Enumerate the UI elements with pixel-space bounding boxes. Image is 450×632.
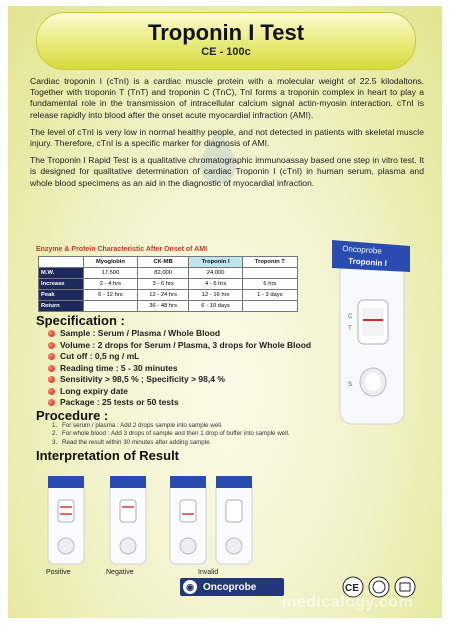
interpretation-heading: Interpretation of Result [36,448,180,463]
table-cell: 6 - 10 days [189,301,242,312]
table-cell: 24,000 [189,268,242,279]
table-cell: 4 - 6 hrs [189,279,242,290]
test-cassette-image [326,238,416,426]
procedure-step [52,439,290,447]
ce-mark-text: CE [345,583,359,594]
table-cell: 12 - 16 hrs [189,290,242,301]
step-number: 1. [52,422,58,429]
paragraph-intro: Cardiac troponin I (cTnI) is a cardiac muscle protein with a molecular weight of 22.5 kilodaltons. Together with troponin T (TnT) and troponin C (TnC), TnI forms a troponin complex in heart to play a fundamental role in the transmission of intracellular calcium signal actin-myosin interaction. cTnI is release rapidly into blood after the onset acute myocardial infraction (AMI). [30,76,424,120]
table-cell: 3 - 6 hrs [137,279,189,290]
spec-item: Package : 25 tests or 50 tests [48,397,311,409]
product-sheet [8,6,442,618]
table-cell: 6 - 12 hrs [84,290,138,301]
table-header-cell: Troponin T [242,257,297,268]
page-subtitle: CE - 100c [201,46,251,58]
logo-text: Oncoprobe [203,581,257,593]
spec-item: Sample : Serum / Plasma / Whole Blood [48,328,311,340]
table-row-header: M.W. [39,268,84,279]
cassette-brand: Oncoprobe [341,243,383,256]
table-row [39,279,298,290]
paragraph-level: The level of cTnI is very low in normal healthy people, and not detected in patients with skeletal muscle injury. Therefore, cTnI is a specific marker for diagnosis of AMI. [30,126,424,149]
table-header-cell [39,257,84,268]
table-row-header: Return [39,301,84,312]
invalid-result-cassette-2 [214,474,254,566]
cassette-product: Troponin I [347,256,388,269]
procedure-step [52,422,290,430]
step-text: For whole blood : Add 3 drops of sample and then 1 drop of buffer into sample well. [62,430,290,438]
step-text: Read the result within 30 minutes after adding sample. [62,438,212,446]
table-cell: 36 - 48 hrs [137,301,189,312]
procedure-list [52,422,290,447]
specification-list [48,328,311,409]
characteristic-table [38,256,298,312]
procedure-heading: Procedure : [36,408,109,423]
cassette-c-mark: C [348,314,353,320]
cassette-s-mark: S [348,382,353,388]
table-cell: 82,000 [137,268,189,279]
procedure-step [52,430,290,438]
spec-item: Reading time : 5 - 30 minutes [48,363,311,375]
table-row [39,301,298,312]
table-title: Enzyme & Protein Characteristic After Onset of AMI [36,246,208,253]
table-cell: 17,500 [84,268,138,279]
table-row-header: Peak [39,290,84,301]
invalid-result-cassette-1 [168,474,208,566]
step-number: 3. [52,438,58,446]
spec-item: Volume : 2 drops for Serum / Plasma, 3 drops for Whole Blood [48,340,311,352]
spec-item: Cut off : 0,5 ng / mL [48,351,311,363]
invalid-label: Invalid [198,569,219,576]
table-row [39,290,298,301]
positive-result-cassette [46,474,86,566]
table-header-row [39,257,298,268]
positive-label: Positive [46,569,71,576]
watermark-text: medicalogy.com [282,594,414,611]
intro-text [30,76,424,195]
table-cell: 2 - 4 hrs [84,279,138,290]
specification-heading: Specification : [36,313,125,328]
table-cell: 1 - 3 days [242,290,297,301]
table-cell [242,268,297,279]
table-header-cell: Troponin I [189,257,242,268]
negative-label: Negative [106,569,134,576]
table-cell [242,301,297,312]
spec-item: Long expiry date [48,386,311,398]
negative-result-cassette [108,474,148,566]
table-header-cell: Myoglobin [84,257,138,268]
logo-mark-icon: ◉ [183,580,197,594]
table-cell: 6 hrs [242,279,297,290]
spec-item: Sensitivity > 98,5 % ; Specificity > 98,4 % [48,374,311,386]
step-number: 2. [52,430,58,438]
step-text: For serum / plasma : Add 2 drops sample into sample well. [62,422,223,429]
page-title: Troponin I Test [147,20,305,45]
cassette-t-mark: T [348,326,352,332]
paragraph-rapid-test: The Troponin I Rapid Test is a qualitative chromatographic immunoassay based one step in vitro test. It is designed for qualitative determination of cardiac Troponin I (cTnI) in human serum, plasma and whole blood specimens as an aid in the diagnostic of myocardial infraction. [30,155,424,188]
table-cell [84,301,138,312]
table-cell: 12 - 24 hrs [137,290,189,301]
title-banner [36,12,416,70]
oncoprobe-logo [180,578,284,596]
table-row [39,268,298,279]
table-header-cell: CK-MB [137,257,189,268]
table-row-header: Increase [39,279,84,290]
